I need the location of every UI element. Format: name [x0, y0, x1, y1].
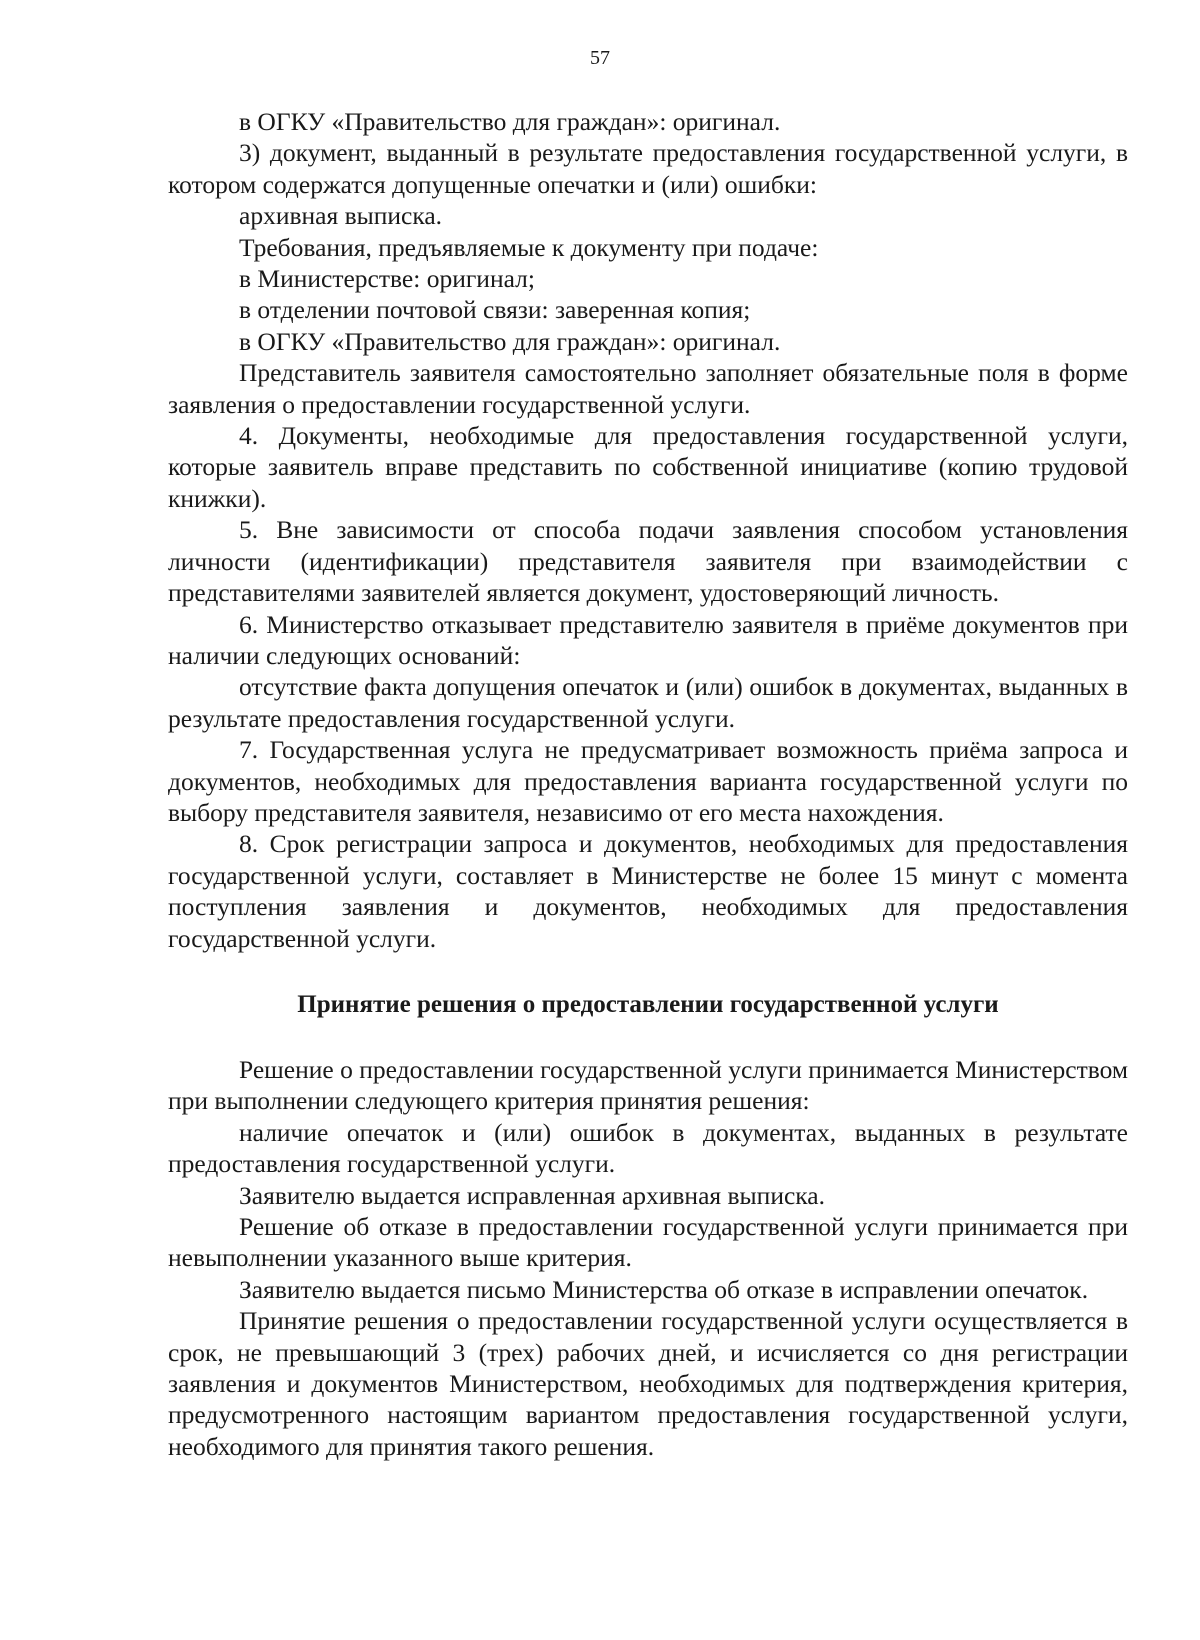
paragraph: Требования, предъявляемые к документу при подаче:: [239, 232, 819, 262]
paragraph: в отделении почтовой связи: заверенная копия;: [239, 295, 751, 325]
paragraph: отсутствие факта допущения опечаток и (или) ошибок в документах, выданных в результате предоставления государственной услуги.: [168, 672, 1128, 733]
paragraph: архивная выписка.: [239, 201, 443, 231]
paragraph: Представитель заявителя самостоятельно заполняет обязательные поля в форме заявления о предоставлении государственной услуги.: [168, 358, 1128, 419]
paragraph: 6. Министерство отказывает представителю заявителя в приёме документов при наличии следующих оснований:: [168, 609, 1128, 670]
paragraph: Решение о предоставлении государственной услуги принимается Министерством при выполнении следующего критерия принятия решения:: [168, 1054, 1128, 1116]
paragraph: 3) документ, выданный в результате предоставления государственной услуги, в котором содержатся допущенные опечатки и (или) ошибки:: [168, 138, 1128, 199]
page-number: 57: [590, 47, 610, 69]
paragraph: в ОГКУ «Правительство для граждан»: оригинал.: [239, 326, 781, 356]
document-body: [168, 106, 1128, 1462]
paragraph: 4. Документы, необходимые для предоставления государственной услуги, которые заявитель вправе представить по собственной инициативе (копию трудовой книжки).: [168, 421, 1128, 513]
paragraph: в Министерстве: оригинал;: [239, 264, 535, 294]
paragraph: Решение об отказе в предоставлении государственной услуги принимается при невыполнении указанного выше критерия.: [168, 1212, 1128, 1273]
paragraph: 5. Вне зависимости от способа подачи заявления способом установления личности (идентификации) представителя заявителя при взаимодействии с представителями заявителей является документ, удостоверяющий личность.: [168, 515, 1128, 608]
paragraph: 7. Государственная услуга не предусматривает возможность приёма запроса и документов, необходимых для предоставления варианта государственной услуги по выбору представителя заявителя, независимо от его места нахождения.: [168, 735, 1128, 827]
section-heading: Принятие решения о предоставлении государственной услуги: [297, 990, 999, 1018]
paragraph: 8. Срок регистрации запроса и документов, необходимых для предоставления государственной услуги, составляет в Министерстве не более 15 минут с момента поступления заявления и документов, необходимых для предоставления государственной услуги.: [168, 829, 1128, 953]
paragraph: Заявителю выдается письмо Министерства об отказе в исправлении опечаток.: [239, 1274, 1089, 1304]
paragraph: наличие опечаток и (или) ошибок в документах, выданных в результате предоставления государственной услуги.: [168, 1117, 1128, 1179]
paragraph: Принятие решения о предоставлении государственной услуги осуществляется в срок, не превышающий 3 (трех) рабочих дней, и исчисляется со дня регистрации заявления и документов Министерством, необходимых для подтверждения критерия, предусмотренного настоящим вариантом предоставления государственной услуги, необходимого для принятия такого решения.: [168, 1306, 1128, 1461]
paragraph: Заявителю выдается исправленная архивная выписка.: [239, 1180, 825, 1210]
paragraph: в ОГКУ «Правительство для граждан»: оригинал.: [239, 107, 781, 136]
